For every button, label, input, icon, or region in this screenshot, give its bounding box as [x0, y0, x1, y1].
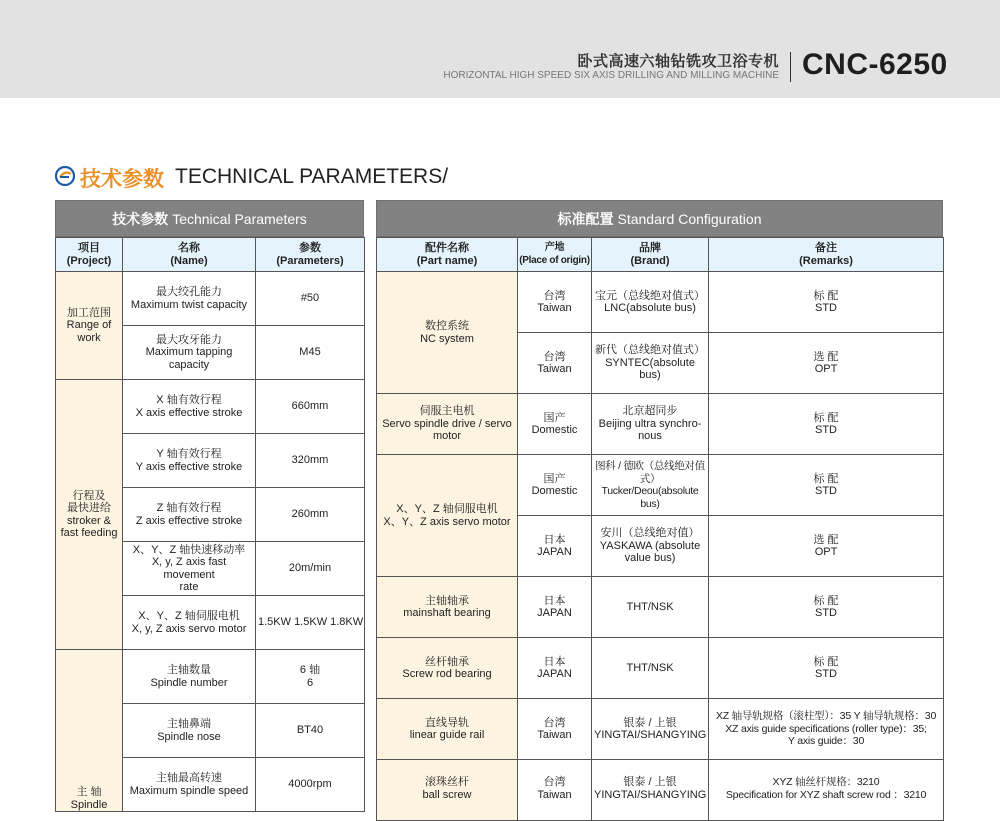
param-value: #50 [256, 272, 365, 326]
origin-cell: 国产 Domestic [518, 455, 592, 516]
column-header-name: 名称 (Name) [123, 238, 256, 272]
brand-cell: 安川（总线绝对值） YASKAWA (absolute value bus) [592, 516, 709, 577]
remark-cell: XYZ 轴丝杆规格：3210 Specification for XYZ shaft screw rod ：3210 [709, 760, 944, 821]
brand-cell: 宝元（总线绝对值式） LNC(absolute bus) [592, 272, 709, 333]
part-screw-rod-bearing: 丝杆轴承 Screw rod bearing [377, 638, 518, 699]
column-header-brand: 品牌 (Brand) [592, 238, 709, 272]
standard-configuration-table [376, 237, 944, 821]
remark-cell: 选 配 OPT [709, 516, 944, 577]
config-panel-title [376, 200, 943, 237]
remark-cell: 标 配 STD [709, 394, 944, 455]
part-servo-spindle-drive: 伺服主电机 Servo spindle drive / servo motor [377, 394, 518, 455]
param-value: BT40 [256, 704, 365, 758]
part-mainshaft-bearing: 主轴轴承 mainshaft bearing [377, 577, 518, 638]
column-header-part-name: 配件名称 (Part name) [377, 238, 518, 272]
project-group-range-of-work: 加工范围 Range of work [56, 272, 123, 380]
remark-cell: 标 配 STD [709, 455, 944, 516]
table-row [56, 380, 365, 434]
param-value: 6 轴 6 [256, 650, 365, 704]
brand-cell: THT/NSK [592, 577, 709, 638]
param-name: 主轴最高转速 Maximum spindle speed [123, 758, 256, 812]
remark-cell: 选 配 OPT [709, 333, 944, 394]
origin-cell: 台湾 Taiwan [518, 760, 592, 821]
machine-title-en: HORIZONTAL HIGH SPEED SIX AXIS DRILLING AND MILLING MACHINE [443, 70, 779, 81]
table-header-row [56, 238, 365, 272]
param-value: 1.5KW 1.5KW 1.8KW [256, 596, 365, 650]
tech-title-en: Technical Parameters [172, 210, 307, 227]
brand-cell: 北京超同步 Beijing ultra synchro- nous [592, 394, 709, 455]
tech-title-cn: 技术参数 [112, 210, 169, 227]
origin-cell: 台湾 Taiwan [518, 272, 592, 333]
brand-cell: 银泰 / 上银 YINGTAI/SHANGYING [592, 760, 709, 821]
origin-cell: 台湾 Taiwan [518, 699, 592, 760]
origin-cell: 日本 JAPAN [518, 577, 592, 638]
param-name: X 轴有效行程 X axis effective stroke [123, 380, 256, 434]
section-title-cn: 技术参数 [80, 168, 164, 191]
header-divider [790, 52, 791, 82]
machine-title-cn: 卧式高速六轴钻铣攻卫浴专机 [577, 53, 779, 70]
part-xyz-servo-motor: X、Y、Z 轴伺服电机 X、Y、Z axis servo motor [377, 455, 518, 577]
param-value: 660mm [256, 380, 365, 434]
table-row [377, 394, 944, 455]
brand-cell: THT/NSK [592, 638, 709, 699]
part-linear-guide-rail: 直线导轨 linear guide rail [377, 699, 518, 760]
brand-cell: 银泰 / 上银 YINGTAI/SHANGYING [592, 699, 709, 760]
column-header-project: 项目 (Project) [56, 238, 123, 272]
param-name: 最大绞孔能力 Maximum twist capacity [123, 272, 256, 326]
brand-logo-icon [55, 166, 75, 186]
config-title-en: Standard Configuration [617, 210, 762, 227]
table-row [377, 638, 944, 699]
part-nc-system: 数控系统 NC system [377, 272, 518, 394]
param-value: 20m/min [256, 542, 365, 596]
origin-cell: 日本 JAPAN [518, 638, 592, 699]
model-number: CNC-6250 [802, 48, 948, 81]
tech-parameters-panel [55, 200, 364, 812]
remark-cell: XZ 轴导轨规格（滚柱型）：35 Y 轴导轨规格：30 XZ axis guide specifications (roller type)：35; Y axis guide：30 [709, 699, 944, 760]
param-value: 260mm [256, 488, 365, 542]
param-value: 320mm [256, 434, 365, 488]
param-name: 主轴数量 Spindle number [123, 650, 256, 704]
remark-cell: 标 配 STD [709, 577, 944, 638]
brand-cell: 图科 / 德欧（总线绝对值式） Tucker/Deou(absolute bus) [592, 455, 709, 516]
param-name: X、Y、Z 轴伺服电机 X, y, Z axis servo motor [123, 596, 256, 650]
table-row [377, 699, 944, 760]
project-group-spindle: 主 轴 Spindle [56, 650, 123, 812]
table-row [377, 455, 944, 516]
remark-cell: 标 配 STD [709, 272, 944, 333]
param-name: Z 轴有效行程 Z axis effective stroke [123, 488, 256, 542]
table-header-row [377, 238, 944, 272]
param-name: X、Y、Z 轴快速移动率 X, y, Z axis fast movement rate [123, 542, 256, 596]
column-header-origin: 产地 (Place of origin) [518, 238, 592, 272]
table-row [377, 577, 944, 638]
table-row [56, 650, 365, 704]
standard-configuration-panel [376, 200, 943, 821]
column-header-parameters: 参数 (Parameters) [256, 238, 365, 272]
brand-cell: 新代（总线绝对值式） SYNTEC(absolute bus) [592, 333, 709, 394]
param-name: 主轴鼻端 Spindle nose [123, 704, 256, 758]
origin-cell: 国产 Domestic [518, 394, 592, 455]
remark-cell: 标 配 STD [709, 638, 944, 699]
part-ball-screw: 滚珠丝杆 ball screw [377, 760, 518, 821]
project-group-stroke-feeding: 行程及 最快进给 stroker & fast feeding [56, 380, 123, 650]
tech-parameters-table [55, 237, 365, 812]
header-band [0, 0, 1000, 98]
param-value: 4000rpm [256, 758, 365, 812]
table-row [377, 760, 944, 821]
param-name: 最大攻牙能力 Maximum tapping capacity [123, 326, 256, 380]
section-title-en: TECHNICAL PARAMETERS/ [175, 165, 449, 188]
param-value: M45 [256, 326, 365, 380]
origin-cell: 日本 JAPAN [518, 516, 592, 577]
table-row [377, 272, 944, 333]
config-title-cn: 标准配置 [557, 210, 614, 227]
tech-panel-title [55, 200, 364, 237]
param-name: Y 轴有效行程 Y axis effective stroke [123, 434, 256, 488]
column-header-remarks: 备注 (Remarks) [709, 238, 944, 272]
origin-cell: 台湾 Taiwan [518, 333, 592, 394]
table-row [56, 272, 365, 326]
